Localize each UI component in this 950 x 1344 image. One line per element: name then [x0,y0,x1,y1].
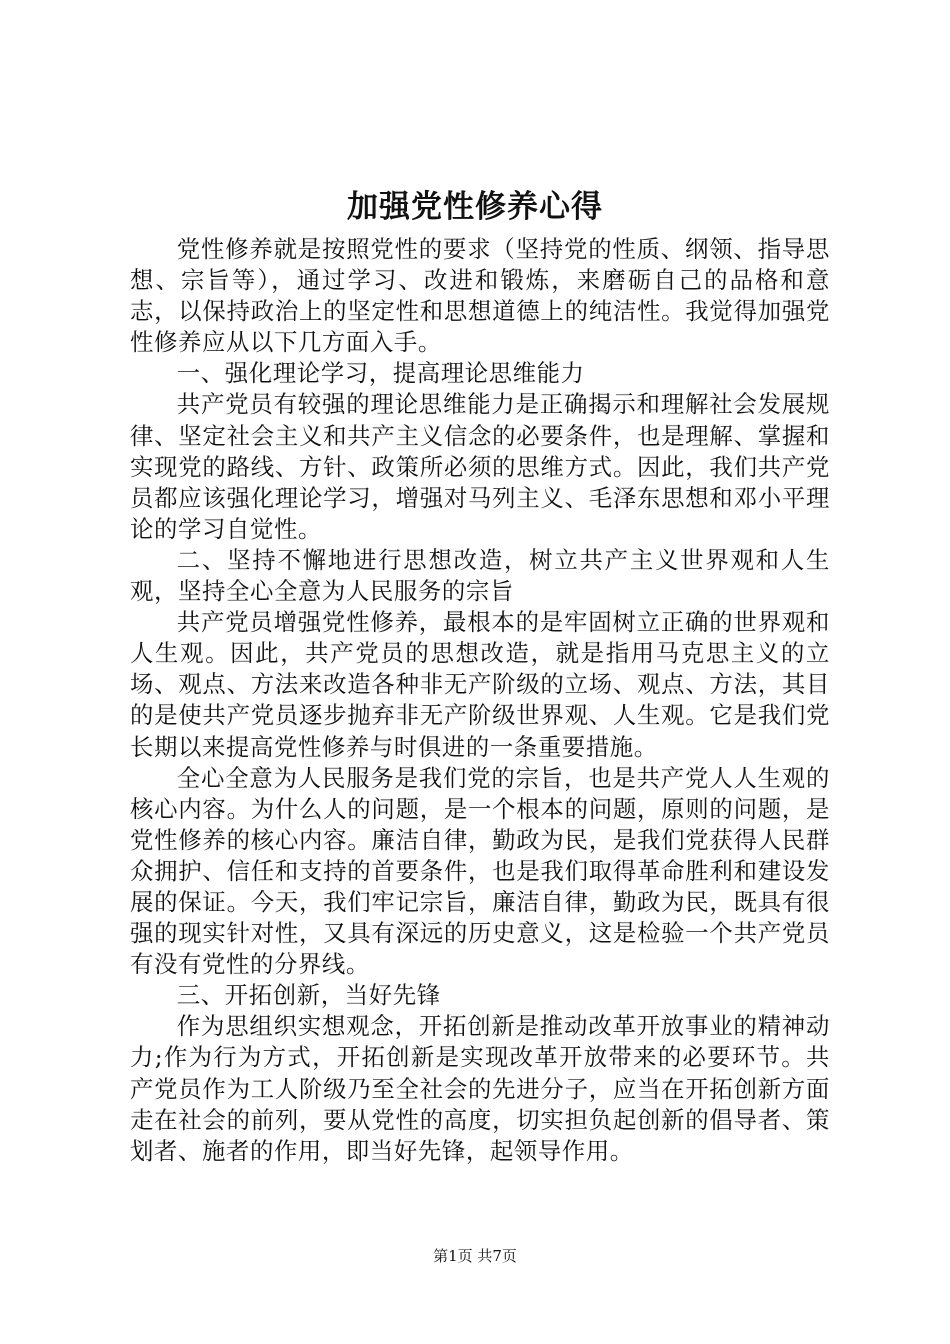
paragraph-section-2a: 共产党员增强党性修养，最根本的是牢固树立正确的世界观和人生观。因此，共产党员的思想改造，就是指用马克思主义的立场、观点、方法来改造各种非无产阶级的立场、观点、方法，其目的是使共产党员逐步抛弃非无产阶级世界观、人生观。它是我们党长期以来提高党性修养与时俱进的一条重要措施。 [130,608,830,761]
document-body [130,234,830,1167]
heading-section-1: 一、强化理论学习，提高理论思维能力 [176,359,585,388]
heading-section-2: 二、坚持不懈地进行思想改造，树立共产主义世界观和人生观，坚持全心全意为人民服务的宗旨 [130,545,830,606]
document-title: 加强党性修养心得 [347,189,603,225]
paragraph-intro: 党性修养就是按照党性的要求（坚持党的性质、纲领、指导思想、宗旨等），通过学习、改进和锻炼，来磨砺自己的品格和意志，以保持政治上的坚定性和思想道德上的纯洁性。我觉得加强党性修养应从以下几方面入手。 [130,235,830,357]
paragraph-section-1: 共产党员有较强的理论思维能力是正确揭示和理解社会发展规律、坚定社会主义和共产主义信念的必要条件，也是理解、掌握和实现党的路线、方针、政策所必须的思维方式。因此，我们共产党员都应该强化理论学习，增强对马列主义、毛泽东思想和邓小平理论的学习自觉性。 [130,390,830,543]
paragraph-section-3: 作为思组织实想观念，开拓创新是推动改革开放事业的精神动力;作为行为方式，开拓创新是实现改革开放带来的必要环节。共产党员作为工人阶级乃至全社会的先进分子，应当在开拓创新方面走在社会的前列，要从党性的高度，切实担负起创新的倡导者、策划者、施者的作用，即当好先锋，起领导作用。 [130,1012,830,1165]
page-number-footer: 第1页 共7页 [433,1247,517,1265]
heading-section-3: 三、开拓创新，当好先锋 [176,981,441,1010]
paragraph-section-2b: 全心全意为人民服务是我们党的宗旨，也是共产党人人生观的核心内容。为什么人的问题，是一个根本的问题，原则的问题，是党性修养的核心内容。廉洁自律，勤政为民，是我们党获得人民群众拥护、信任和支持的首要条件，也是我们取得革命胜利和建设发展的保证。今天，我们牢记宗旨，廉洁自律，勤政为民，既具有很强的现实针对性，又具有深远的历史意义，这是检验一个共产党员有没有党性的分界线。 [130,763,830,979]
